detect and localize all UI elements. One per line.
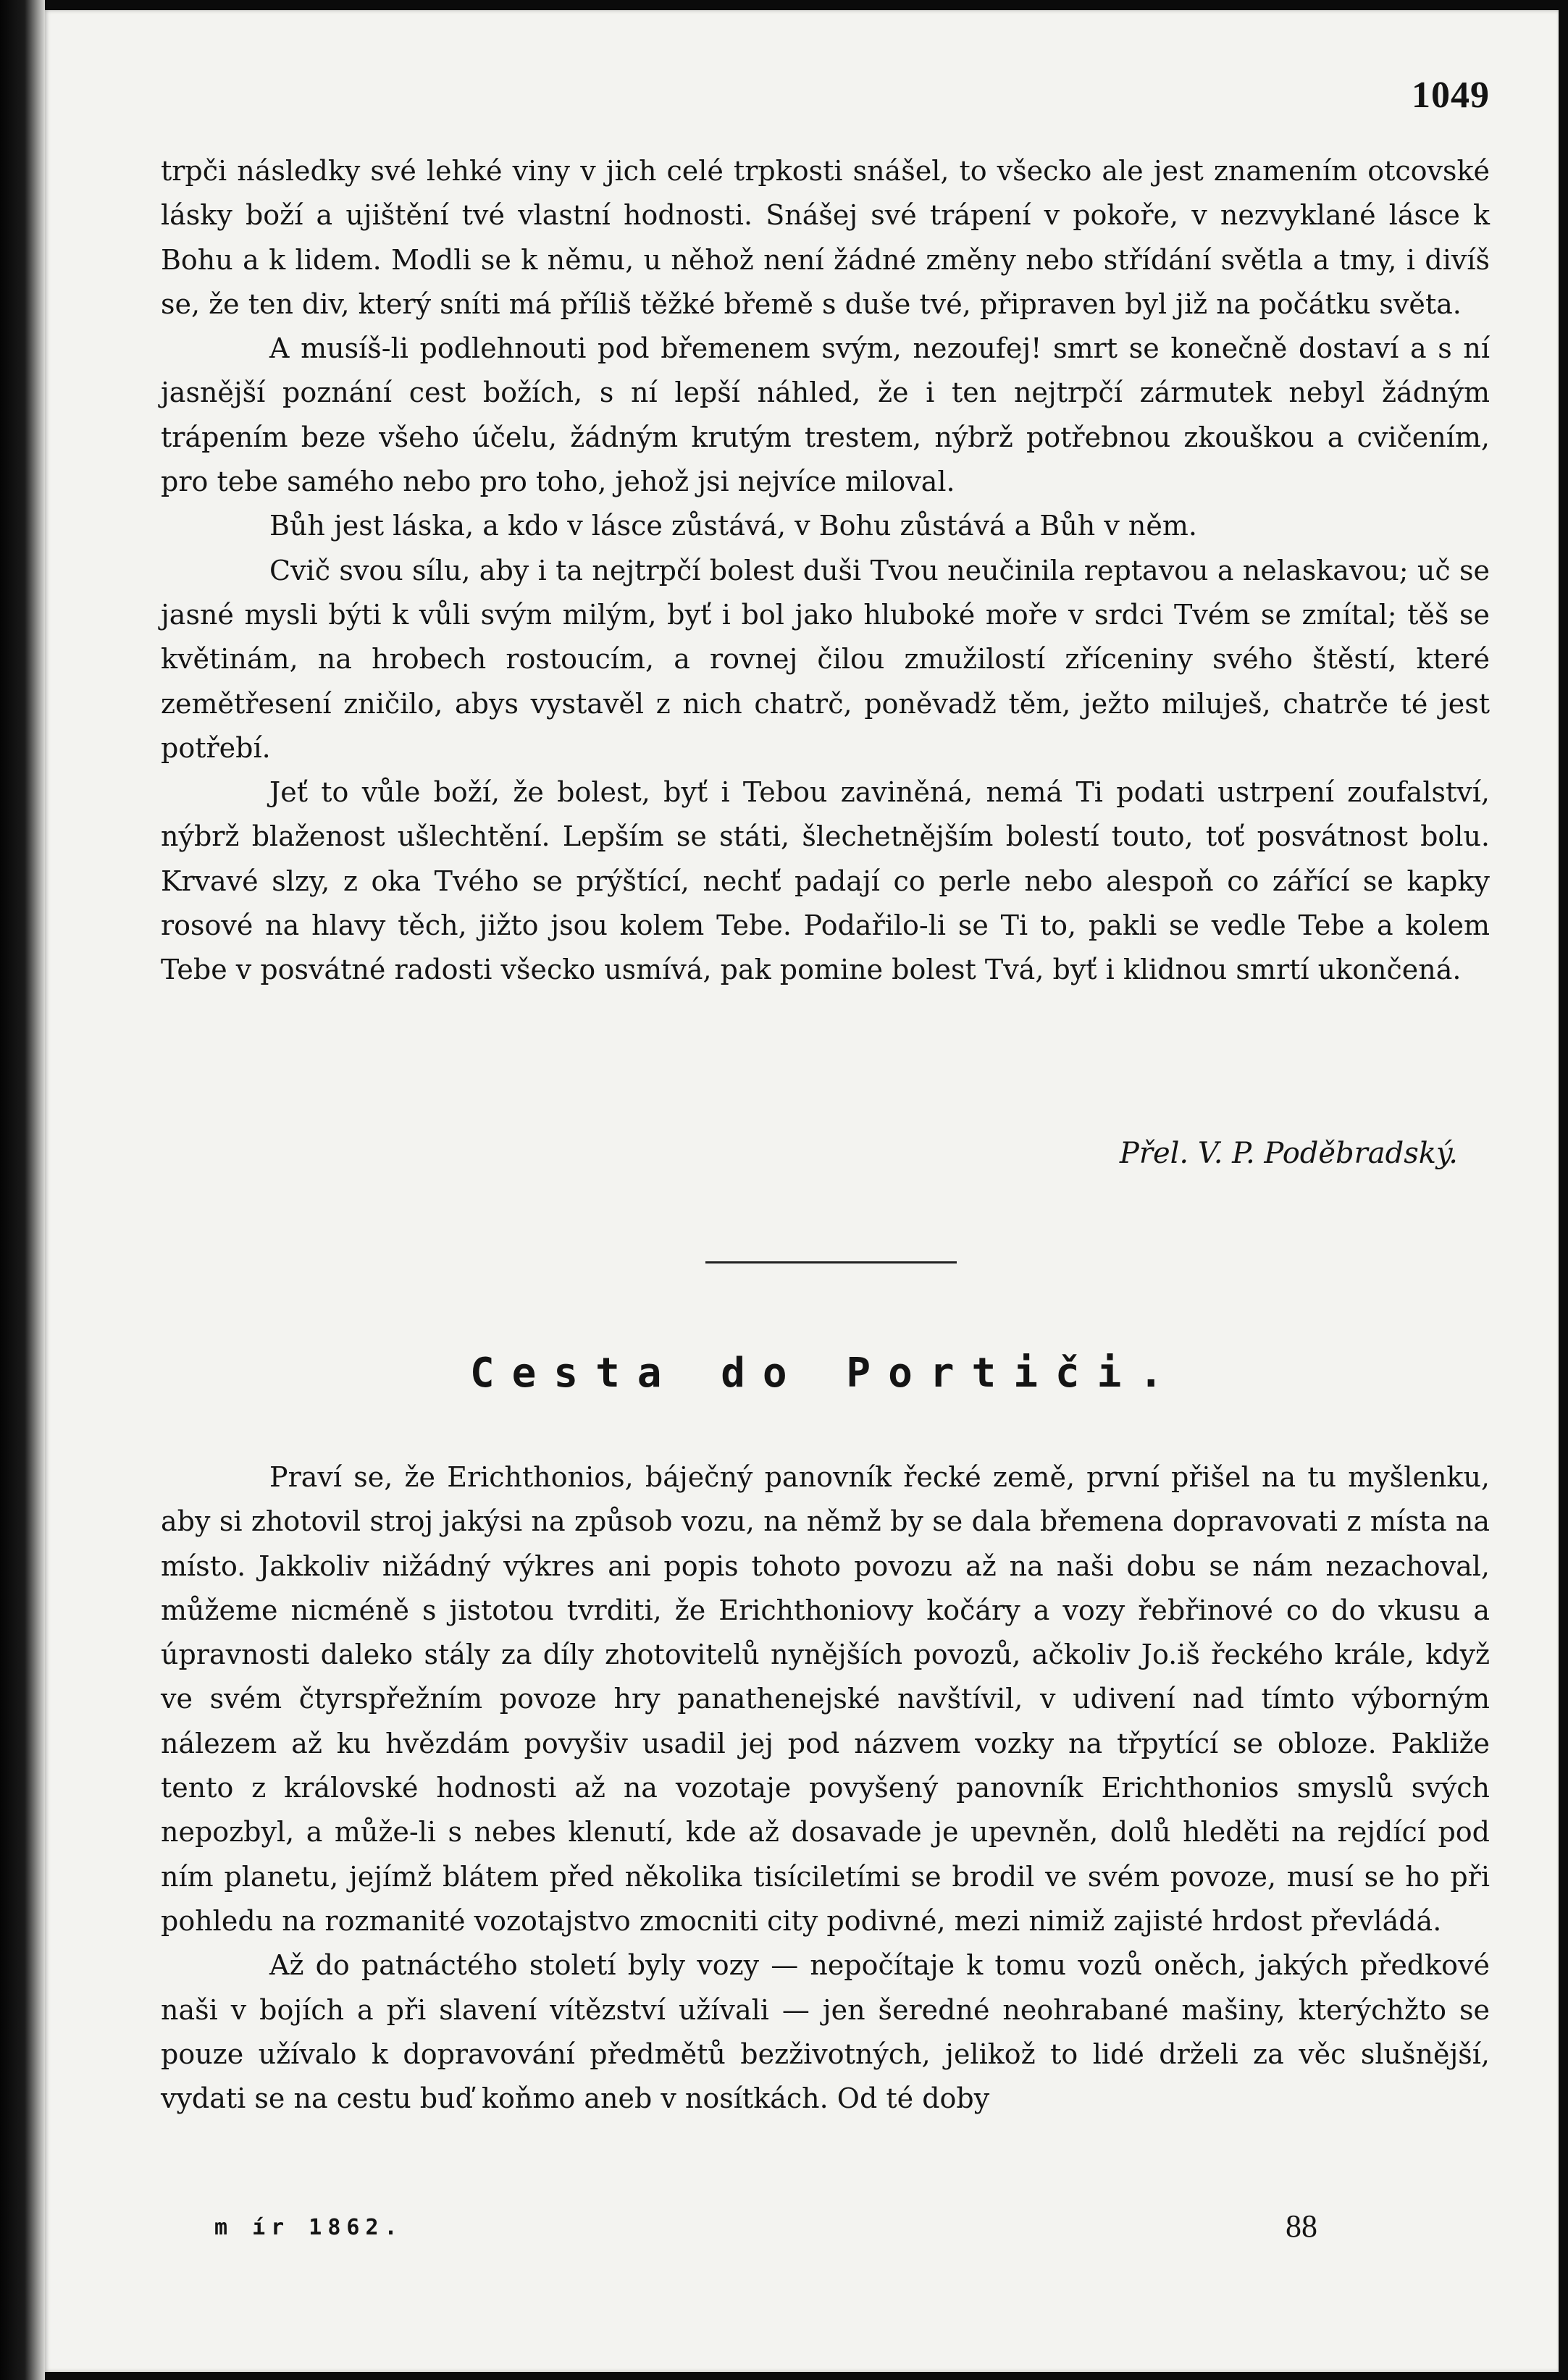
translator-signature: Přel. V. P. Poděbradský. [1119, 1137, 1458, 1170]
paragraph: Jeť to vůle boží, že bolest, byť i Tebou zaviněná, nemá Ti podati ustrpení zoufalství, nýbrž blaženost ušlechtění. Lepším se státi, šlechetnějším bolestí touto, toť posvátnost bolu. Krvavé slzy, z oka Tvého se prýštící, nechť padají co perle nebo alespoň co zářící se kapky rosové na hlavy těch, jižto jsou kolem Tebe. Podařilo-li se Ti to, pakli se vedle Tebe a kolem Tebe v posvátné radosti všecko usmívá, pak pomine bolest Tvá, byť i klidnou smrtí ukončená. [161, 776, 1490, 986]
paragraph: Cvič svou sílu, aby i ta nejtrpčí bolest duši Tvou neučinila reptavou a nelaskavou; uč se jasné mysli býti k vůli svým milým, byť i bol jako hluboké moře v srdci Tvém se zmítal; těš se květinám, na hrobech rostoucím, a rovnej čilou zmužilostí zříceniny svého štěstí, které zemětřesení zničilo, abys vystavěl z nich chatrč, poněvadž těm, ježto miluješ, chatrče té jest potřebí. [161, 554, 1490, 764]
paragraph: Bůh jest láska, a kdo v lásce zůstává, v Bohu zůstává a Bůh v něm. [269, 510, 1197, 542]
paragraph: A musíš-li podlehnouti pod břemenem svým, nezoufej! smrt se konečně dostaví a s ní jasnější poznání cest božích, s ní lepší náhled, že i ten nejtrpčí zármutek nebyl žádným trápením beze všeho účelu, žádným krutým trestem, nýbrž potřebnou zkouškou a cvičením, pro tebe samého nebo pro toho, jehož jsi nejvíce miloval. [161, 332, 1490, 498]
paragraph: Praví se, že Erichthonios, báječný panovník řecké země, první přišel na tu myšlenku, aby si zhotovil stroj jakýsi na způsob vozu, na němž by se dala břemena dopravovati z místa na místo. Jakkoliv nižádný výkres ani popis tohoto povozu až na naši dobu se nám nezachoval, můžeme nicméně s jistotou tvrditi, že Erichthoniovy kočáry a vozy řebřinové co do vkusu a úpravnosti daleko stály za díly zhotovitelů nynějších povozů, ačkoliv Jo.iš řeckého krále, když ve svém čtyrspřežním povoze hry panathenejské navštívil, v udivení nad tímto výborným nálezem až ku hvězdám povyšiv usadil jej pod názvem vozky na třpytící se obloze. Pakliže tento z královské hodnosti až na vozotaje povyšený panovník Erichthonios smyslů svých nepozbyl, a může-li s nebes klenutí, kde až dosavade je upevněn, dolů hleděti na rejdící pod ním planetu, jejímž blátem před několika tisíciletími se brodil ve svém povoze, musí se ho při pohledu na rozmanité vozotajstvo zmocniti city podivné, mezi nimiž zajisté hrdost převládá. [161, 1461, 1490, 1937]
signature-number: 88 [1286, 2208, 1317, 2244]
scan-dark-edge [0, 0, 45, 2380]
section-separator [705, 1261, 957, 1263]
page-number: 1049 [1412, 75, 1490, 116]
book-page [45, 10, 1559, 2372]
text-block-1 [161, 149, 1490, 993]
paragraph: trpči následky své lehké viny v jich celé trpkosti snášel, to všecko ale jest znamením otcovské lásky boží a ujištění tvé vlastní hodnosti. Snášej své trápení v pokoře, v nezvyklané lásce k Bohu a k lidem. Modli se k němu, u něhož není žádné změny nebo střídání světla a tmy, i divíš se, že ten div, který sníti má příliš těžké břemě s duše tvé, připraven byl již na počátku světa. [161, 155, 1490, 320]
paragraph: Až do patnáctého století byly vozy — nepočítaje k tomu vozů oněch, jakých předkové naši v bojích a při slavení vítězství užívali — jen šeredné neohrabané mašiny, kterýchžto se pouze užívalo k dopravování předmětů bezživotných, jelikož to lidé drželi za věc slušnější, vydati se na cestu buď koňmo aneb v nosítkách. Od té doby [161, 1949, 1490, 2115]
text-block-2 [161, 1455, 1490, 2121]
signature-mark: m ír 1862. [214, 2215, 403, 2240]
article-title: Cesta do Portiči. [469, 1350, 1181, 1397]
